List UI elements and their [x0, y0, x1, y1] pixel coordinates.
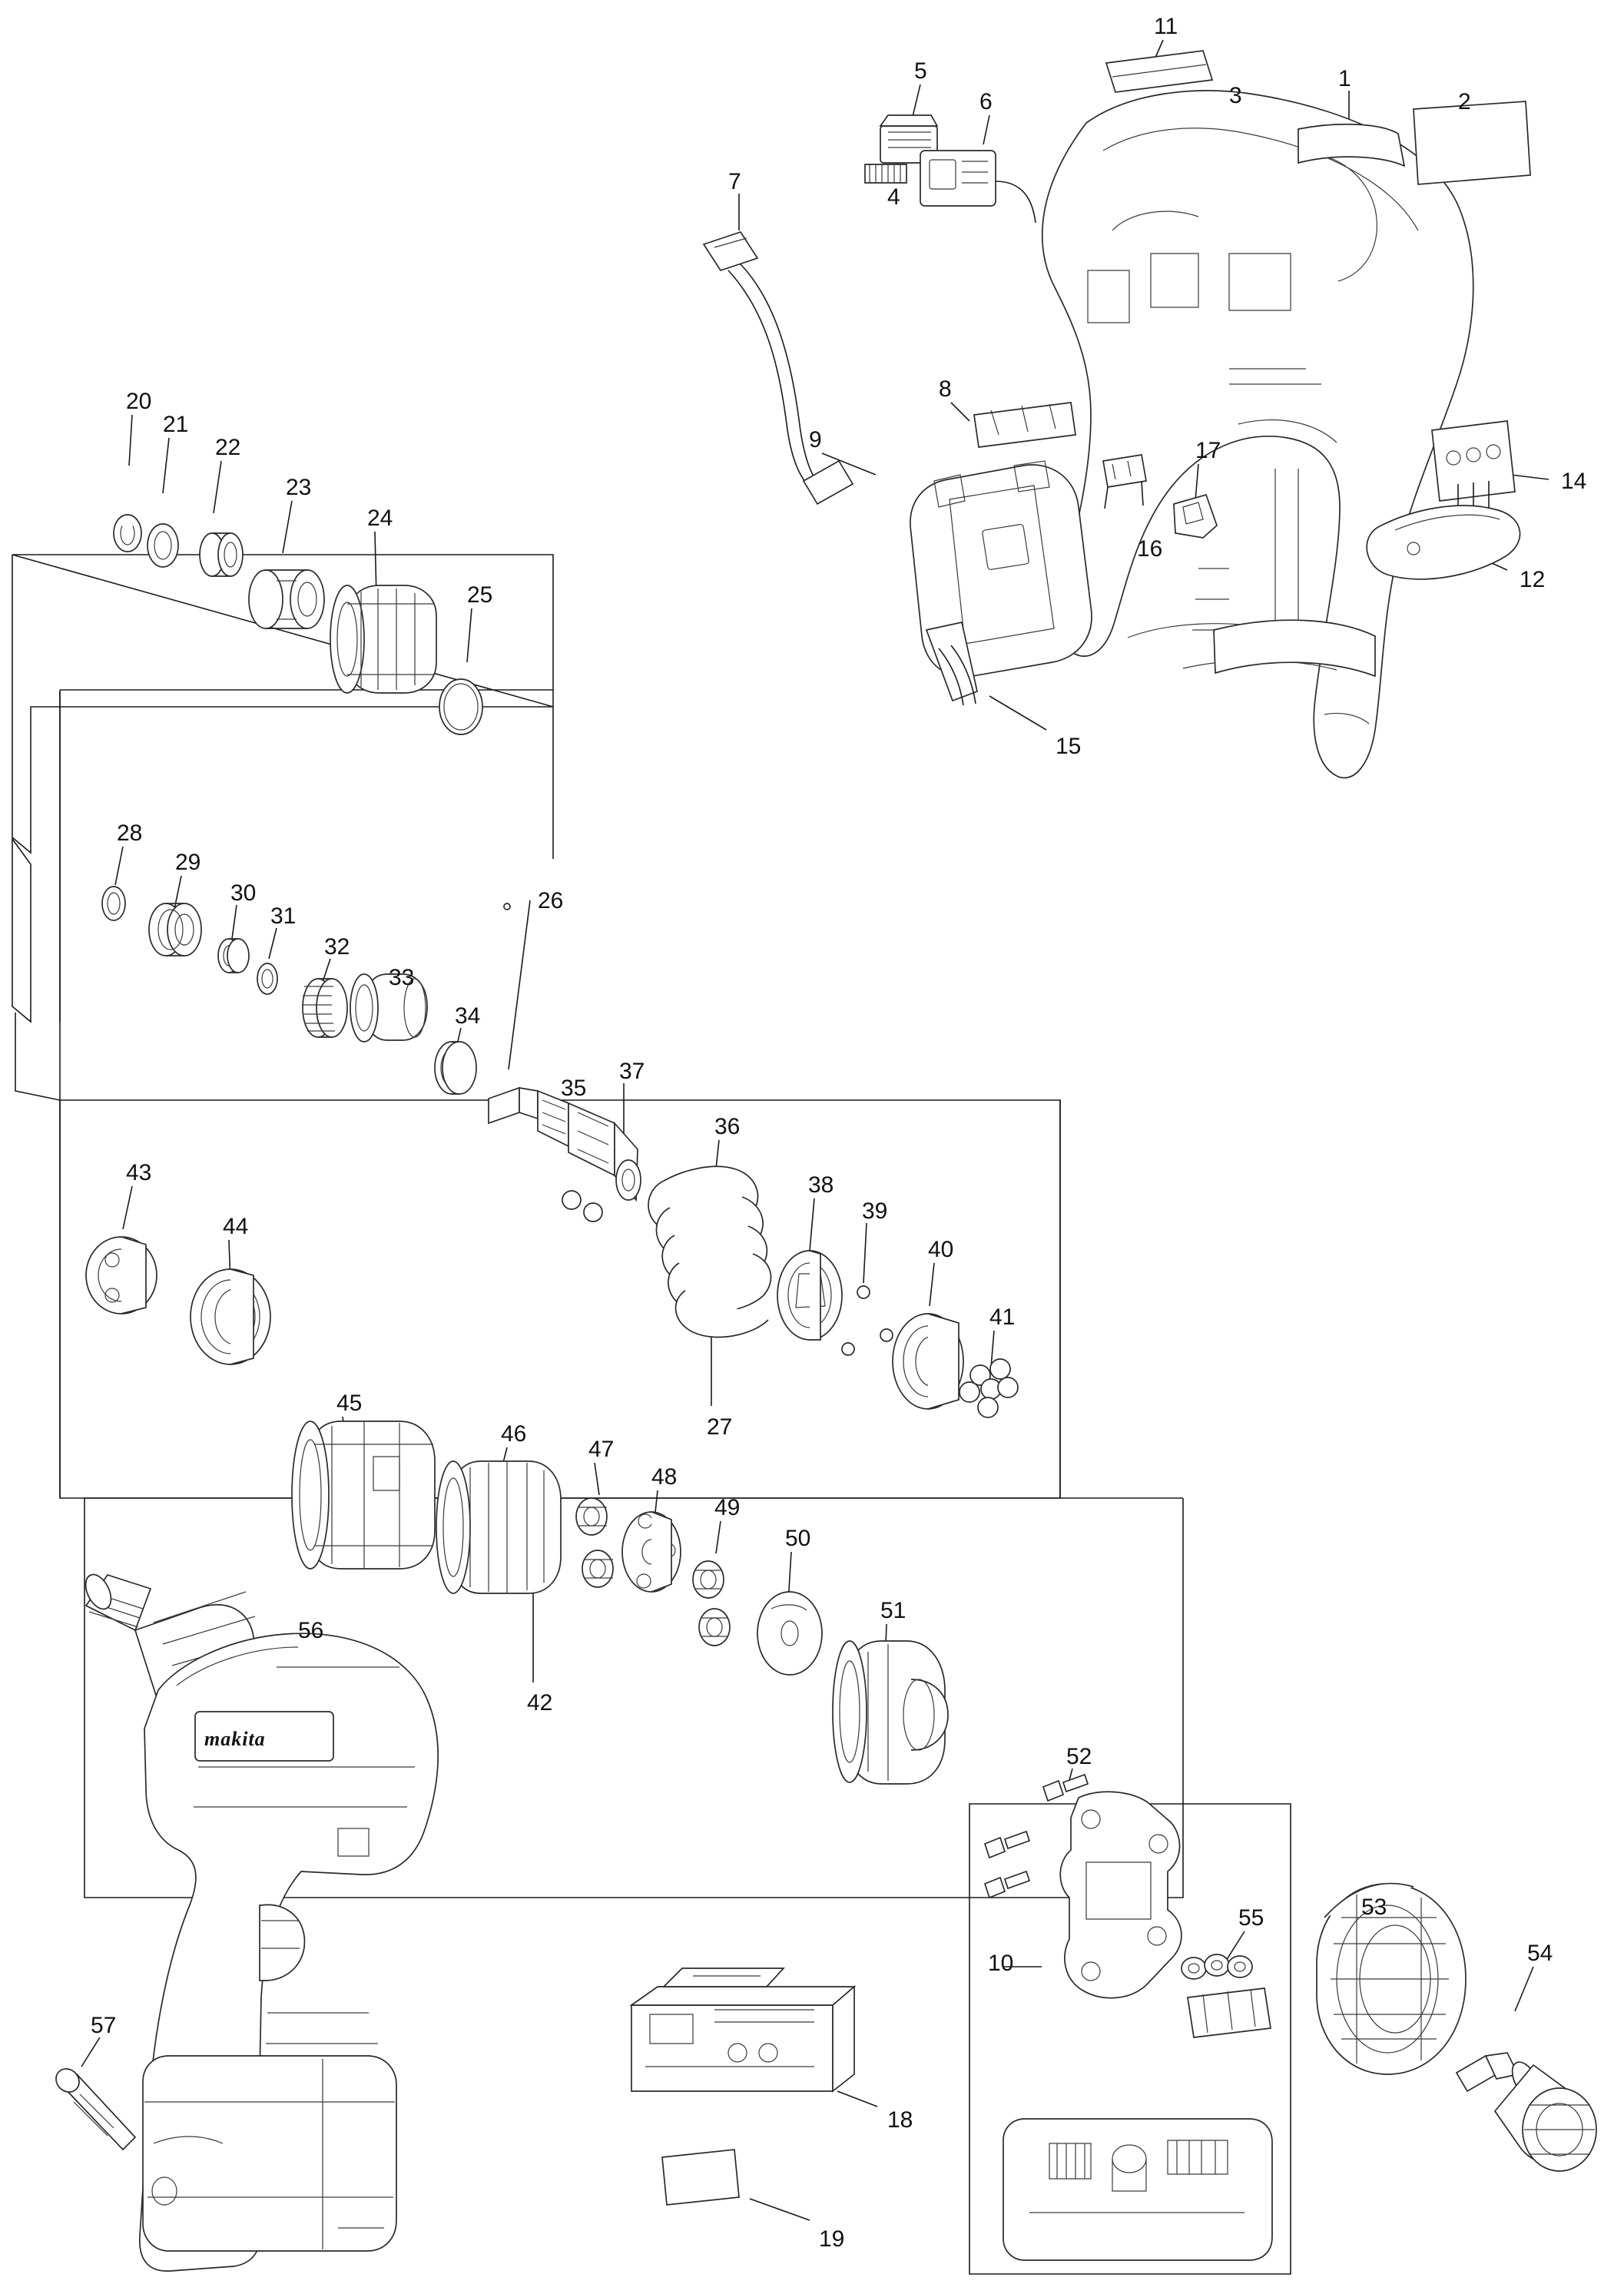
- callout-11: 11: [1154, 14, 1178, 39]
- callout-38: 38: [808, 1172, 834, 1198]
- callout-54: 54: [1527, 1941, 1553, 1966]
- part-39-ball: [857, 1286, 870, 1298]
- callout-56: 56: [298, 1618, 324, 1643]
- callout-51: 51: [880, 1598, 906, 1623]
- part-40-hammer-ring: [893, 1314, 963, 1409]
- callout-21: 21: [163, 412, 189, 437]
- callout-49: 49: [714, 1495, 741, 1520]
- callout-40: 40: [928, 1237, 954, 1262]
- callout-20: 20: [126, 389, 152, 414]
- callout-41: 41: [989, 1304, 1016, 1330]
- part-28-ring: [102, 887, 125, 920]
- part-30-washer: [218, 939, 249, 973]
- part-46-inner-ring: [436, 1461, 561, 1593]
- part-53-motor-stator: [1317, 1884, 1466, 2074]
- callout-2: 2: [1458, 89, 1471, 114]
- part-10b-controller-board: [1003, 2119, 1272, 2260]
- part-6-switch: [920, 151, 1036, 223]
- callout-53: 53: [1361, 1895, 1387, 1920]
- callout-34: 34: [455, 1003, 481, 1029]
- part-10-bracket: [1060, 1792, 1182, 1997]
- part-44-ring: [191, 1269, 270, 1364]
- callout-26: 26: [538, 888, 564, 913]
- callout-14: 14: [1561, 469, 1587, 494]
- part-32-gear: [302, 979, 347, 1037]
- callout-43: 43: [126, 1160, 152, 1185]
- callout-5: 5: [914, 58, 927, 84]
- callout-10: 10: [988, 1951, 1014, 1976]
- callout-19: 19: [819, 2226, 845, 2252]
- callout-27: 27: [707, 1414, 733, 1440]
- callout-37: 37: [619, 1059, 645, 1084]
- part-21-washer: [147, 524, 178, 567]
- callout-7: 7: [728, 169, 741, 194]
- callout-46: 46: [501, 1421, 527, 1447]
- callout-16: 16: [1137, 536, 1163, 562]
- callout-44: 44: [223, 1214, 249, 1239]
- part-11-nameplate: [1106, 51, 1212, 92]
- callout-42: 42: [527, 1690, 553, 1716]
- callout-18: 18: [887, 2107, 913, 2133]
- part-25-o-ring: [439, 679, 482, 734]
- part-41-ball-set: [959, 1359, 1018, 1417]
- callout-9: 9: [809, 427, 822, 453]
- callout-8: 8: [939, 376, 952, 402]
- callout-35: 35: [561, 1076, 587, 1101]
- part-48-carrier: [622, 1512, 681, 1592]
- part-23-bushing: [249, 570, 324, 628]
- callout-39: 39: [862, 1198, 888, 1224]
- callout-15: 15: [1056, 734, 1082, 759]
- part-50-plate: [757, 1592, 822, 1675]
- callout-31: 31: [270, 903, 297, 929]
- part-36-spring: [648, 1166, 771, 1337]
- callout-52: 52: [1066, 1744, 1092, 1769]
- part-14-control-plate: [1432, 421, 1515, 518]
- callout-23: 23: [286, 475, 312, 500]
- callout-36: 36: [714, 1114, 741, 1139]
- part-31-ring: [257, 963, 277, 994]
- part-4-contact-strip: [865, 164, 906, 183]
- part-54-armature: [1457, 2053, 1596, 2171]
- callout-4: 4: [887, 184, 900, 210]
- part-19-label: [662, 2150, 739, 2205]
- callout-33: 33: [389, 965, 415, 990]
- callout-55: 55: [1238, 1905, 1264, 1931]
- part-57-screw: [51, 2064, 135, 2150]
- part-24-chuck-sleeve: [330, 585, 436, 693]
- part-8-connector: [974, 403, 1075, 447]
- part-34-washer: [435, 1042, 476, 1094]
- part-18-terminal-block: [631, 1968, 854, 2091]
- part-45-hammer-case: [292, 1421, 435, 1569]
- callout-3: 3: [1229, 83, 1242, 108]
- part-38-cam-plate: [777, 1251, 842, 1340]
- part-35-spindle: [489, 1088, 641, 1222]
- part-20-retaining-ring: [114, 515, 141, 552]
- tool-brand-logo: makita: [204, 1728, 266, 1750]
- part-3-housing-half: [1042, 91, 1473, 777]
- callout-6: 6: [979, 89, 993, 114]
- part-17-lever: [1174, 495, 1217, 538]
- callout-29: 29: [175, 850, 201, 875]
- callout-12: 12: [1520, 567, 1546, 592]
- part-43-gear-plate: [86, 1237, 157, 1314]
- callout-22: 22: [215, 435, 241, 460]
- callout-48: 48: [651, 1464, 678, 1490]
- callout-50: 50: [785, 1526, 811, 1551]
- callout-47: 47: [588, 1437, 615, 1462]
- part-55-brush-set: [1182, 1954, 1271, 2037]
- part-2-rating-label: [1414, 101, 1530, 184]
- callout-30: 30: [230, 880, 257, 906]
- part-7-trigger-cord: [704, 232, 853, 504]
- part-56-assembled-tool: [81, 1570, 438, 2271]
- part-49-planet-gear-2: [693, 1561, 730, 1646]
- callout-45: 45: [336, 1391, 363, 1416]
- part-29-bearing: [149, 903, 201, 956]
- part-22-sleeve: [200, 533, 243, 576]
- part-47-planet-gear: [576, 1498, 613, 1587]
- callout-32: 32: [324, 934, 350, 960]
- callout-1: 1: [1338, 66, 1351, 91]
- callout-25: 25: [467, 582, 493, 608]
- part-51-gear-case: [833, 1641, 948, 1784]
- callout-24: 24: [367, 506, 393, 531]
- callout-57: 57: [91, 2013, 117, 2038]
- callout-28: 28: [117, 820, 143, 846]
- callout-17: 17: [1195, 438, 1221, 463]
